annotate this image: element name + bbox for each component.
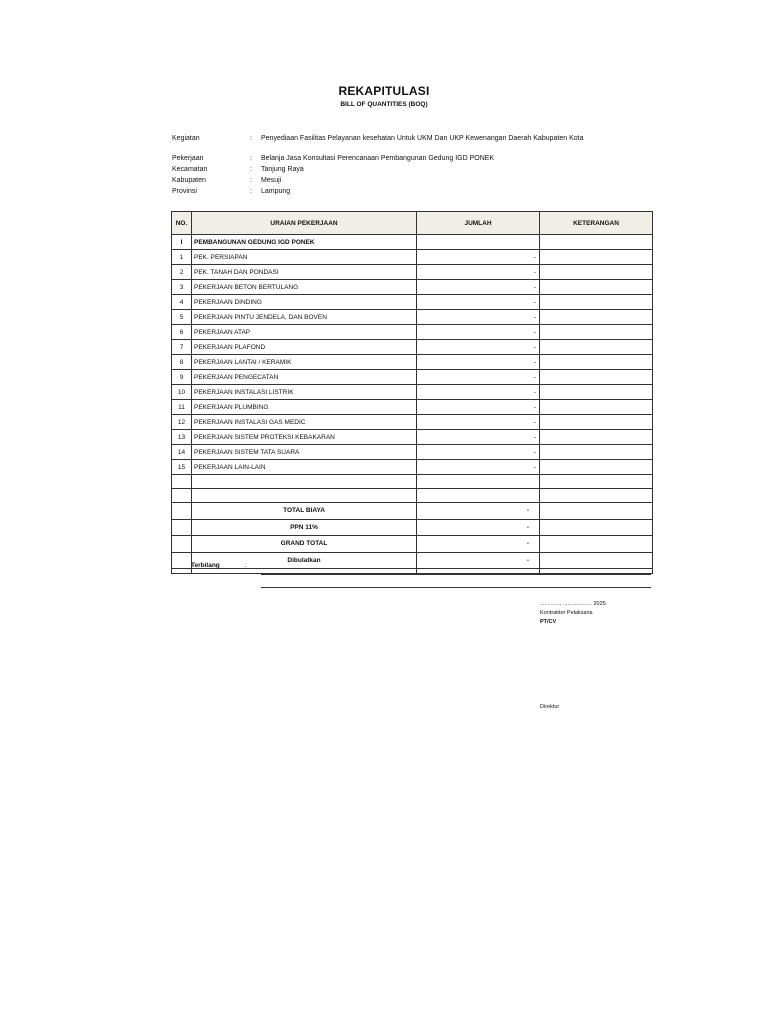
row-no: 6 xyxy=(172,325,192,340)
signature-company: PT/CV xyxy=(540,619,557,625)
total-row xyxy=(172,519,653,536)
total-label: PPN 11% xyxy=(192,519,417,536)
row-note xyxy=(540,430,653,445)
row-amount: - xyxy=(417,250,540,265)
row-no: 11 xyxy=(172,400,192,415)
terbilang-line-1 xyxy=(261,574,651,575)
row-note xyxy=(540,370,653,385)
table-row xyxy=(172,325,653,340)
info-kabupaten xyxy=(172,175,494,186)
row-amount: - xyxy=(417,280,540,295)
section-amount xyxy=(417,235,540,250)
row-no: 14 xyxy=(172,445,192,460)
signature-date: ............., ................... 2025 xyxy=(540,601,606,607)
table-header-row xyxy=(172,212,653,235)
row-no: 13 xyxy=(172,430,192,445)
closing-cell xyxy=(192,569,417,574)
row-label: PEKERJAAN PLUMBING xyxy=(192,400,417,415)
info-kegiatan xyxy=(172,133,583,144)
row-label: PEKERJAAN DINDING xyxy=(192,295,417,310)
info-colon: : xyxy=(250,177,252,184)
boq-table xyxy=(171,211,653,574)
row-note xyxy=(540,280,653,295)
total-row xyxy=(172,503,653,520)
table-row xyxy=(172,280,653,295)
total-label: TOTAL BIAYA xyxy=(192,503,417,520)
row-label: PEKERJAAN PLAFOND xyxy=(192,340,417,355)
row-no: 7 xyxy=(172,340,192,355)
document-subtitle: BILL OF QUANTITIES (BOQ) xyxy=(340,101,428,108)
row-note xyxy=(540,445,653,460)
row-amount: - xyxy=(417,400,540,415)
blank-cell xyxy=(417,489,540,503)
section-row xyxy=(172,235,653,250)
row-no: 15 xyxy=(172,460,192,475)
table-row xyxy=(172,310,653,325)
info-label: Kecamatan xyxy=(172,166,208,173)
row-amount: - xyxy=(417,445,540,460)
row-note xyxy=(540,415,653,430)
info-colon: : xyxy=(250,166,252,173)
terbilang-colon: : xyxy=(245,562,247,569)
info-provinsi xyxy=(172,186,494,197)
total-row xyxy=(172,536,653,553)
header-keterangan: KETERANGAN xyxy=(540,212,653,235)
total-row xyxy=(172,552,653,569)
table-row xyxy=(172,400,653,415)
row-amount: - xyxy=(417,370,540,385)
row-label: PEKERJAAN ATAP xyxy=(192,325,417,340)
info-value: Tanjung Raya xyxy=(261,166,304,173)
total-label: Dibulatkan xyxy=(192,552,417,569)
info-label: Provinsi xyxy=(172,188,197,195)
table-row xyxy=(172,295,653,310)
info-value: Belanja Jasa Konsultasi Perencanaan Pembangunan Gedung IGD PONEK xyxy=(261,155,495,162)
row-amount: - xyxy=(417,385,540,400)
row-no: 3 xyxy=(172,280,192,295)
table-row xyxy=(172,415,653,430)
total-note xyxy=(540,552,653,569)
row-label: PEK. PERSIAPAN xyxy=(192,250,417,265)
row-no: 12 xyxy=(172,415,192,430)
row-label: PEKERJAAN SISTEM TATA SUARA xyxy=(192,445,417,460)
row-label: PEKERJAAN BETON BERTULANG xyxy=(192,280,417,295)
row-amount: - xyxy=(417,295,540,310)
row-note xyxy=(540,460,653,475)
table-row xyxy=(172,340,653,355)
total-amount: - xyxy=(417,552,540,569)
row-note xyxy=(540,250,653,265)
row-note xyxy=(540,400,653,415)
table-row xyxy=(172,355,653,370)
row-no: 1 xyxy=(172,250,192,265)
blank-cell xyxy=(192,475,417,489)
closing-cell xyxy=(540,569,653,574)
row-label: PEKERJAAN LANTAI / KERAMIK xyxy=(192,355,417,370)
row-amount: - xyxy=(417,310,540,325)
signature-role: Kontraktor Pelaksana xyxy=(540,610,593,616)
row-note xyxy=(540,325,653,340)
info-value: Lampung xyxy=(261,188,291,195)
header-no: NO. xyxy=(172,212,192,235)
row-label: PEKERJAAN PINTU JENDELA, DAN BOVEN xyxy=(192,310,417,325)
row-label: PEKERJAAN INSTALASI LISTRIK xyxy=(192,385,417,400)
table-row xyxy=(172,265,653,280)
row-amount: - xyxy=(417,430,540,445)
row-note xyxy=(540,310,653,325)
section-label: PEMBANGUNAN GEDUNG IGD PONEK xyxy=(192,235,417,250)
row-amount: - xyxy=(417,415,540,430)
terbilang-label: Terbilang xyxy=(191,562,220,569)
total-amount: - xyxy=(417,503,540,520)
row-note xyxy=(540,385,653,400)
blank-cell xyxy=(172,475,192,489)
row-note xyxy=(540,265,653,280)
info-pekerjaan xyxy=(172,153,494,164)
info-label: Kabupaten xyxy=(172,177,206,184)
header-jumlah: JUMLAH xyxy=(417,212,540,235)
row-amount: - xyxy=(417,340,540,355)
blank-cell xyxy=(417,475,540,489)
terbilang-line-2 xyxy=(261,587,651,588)
signature-title: Direktur xyxy=(540,704,560,710)
blank-row xyxy=(172,489,653,503)
row-no: 10 xyxy=(172,385,192,400)
table-row xyxy=(172,385,653,400)
row-no: 2 xyxy=(172,265,192,280)
signature-block xyxy=(540,600,606,627)
info-value: Penyediaan Fasilitas Pelayanan kesehatan Untuk UKM Dan UKP Kewenangan Daerah Kabupaten Kota xyxy=(261,135,584,142)
total-amount: - xyxy=(417,519,540,536)
row-label: PEKERJAAN PENGECATAN xyxy=(192,370,417,385)
total-no xyxy=(172,503,192,520)
total-note xyxy=(540,536,653,553)
row-no: 8 xyxy=(172,355,192,370)
section-note xyxy=(540,235,653,250)
total-no xyxy=(172,519,192,536)
blank-row xyxy=(172,475,653,489)
table-row xyxy=(172,370,653,385)
section-no: I xyxy=(172,235,192,250)
blank-cell xyxy=(540,475,653,489)
row-amount: - xyxy=(417,460,540,475)
row-label: PEKERJAAN LAIN-LAIN xyxy=(192,460,417,475)
row-note xyxy=(540,355,653,370)
row-note xyxy=(540,340,653,355)
table-row xyxy=(172,445,653,460)
total-no xyxy=(172,536,192,553)
info-value: Mesuji xyxy=(261,177,282,184)
header-uraian: URAIAN PEKERJAAN xyxy=(192,212,417,235)
info-label: Pekerjaan xyxy=(172,155,204,162)
info-colon: : xyxy=(250,135,252,142)
total-label: GRAND TOTAL xyxy=(192,536,417,553)
row-no: 9 xyxy=(172,370,192,385)
table-row xyxy=(172,250,653,265)
info-colon: : xyxy=(250,188,252,195)
table-row xyxy=(172,430,653,445)
info-kecamatan xyxy=(172,164,494,175)
row-no: 4 xyxy=(172,295,192,310)
row-label: PEKERJAAN INSTALASI GAS MEDIC xyxy=(192,415,417,430)
closing-row xyxy=(172,569,653,574)
row-no: 5 xyxy=(172,310,192,325)
document-title: REKAPITULASI xyxy=(338,84,430,98)
total-amount: - xyxy=(417,536,540,553)
row-amount: - xyxy=(417,355,540,370)
table-row xyxy=(172,460,653,475)
closing-cell xyxy=(172,569,192,574)
total-note xyxy=(540,503,653,520)
row-note xyxy=(540,295,653,310)
closing-cell xyxy=(417,569,540,574)
row-amount: - xyxy=(417,325,540,340)
total-note xyxy=(540,519,653,536)
row-amount: - xyxy=(417,265,540,280)
info-label: Kegiatan xyxy=(172,135,200,142)
blank-cell xyxy=(192,489,417,503)
total-no xyxy=(172,552,192,569)
row-label: PEKERJAAN SISTEM PROTEKSI KEBAKARAN xyxy=(192,430,417,445)
blank-cell xyxy=(172,489,192,503)
info-block xyxy=(172,153,494,197)
row-label: PEK. TANAH DAN PONDASI xyxy=(192,265,417,280)
info-colon: : xyxy=(250,155,252,162)
blank-cell xyxy=(540,489,653,503)
